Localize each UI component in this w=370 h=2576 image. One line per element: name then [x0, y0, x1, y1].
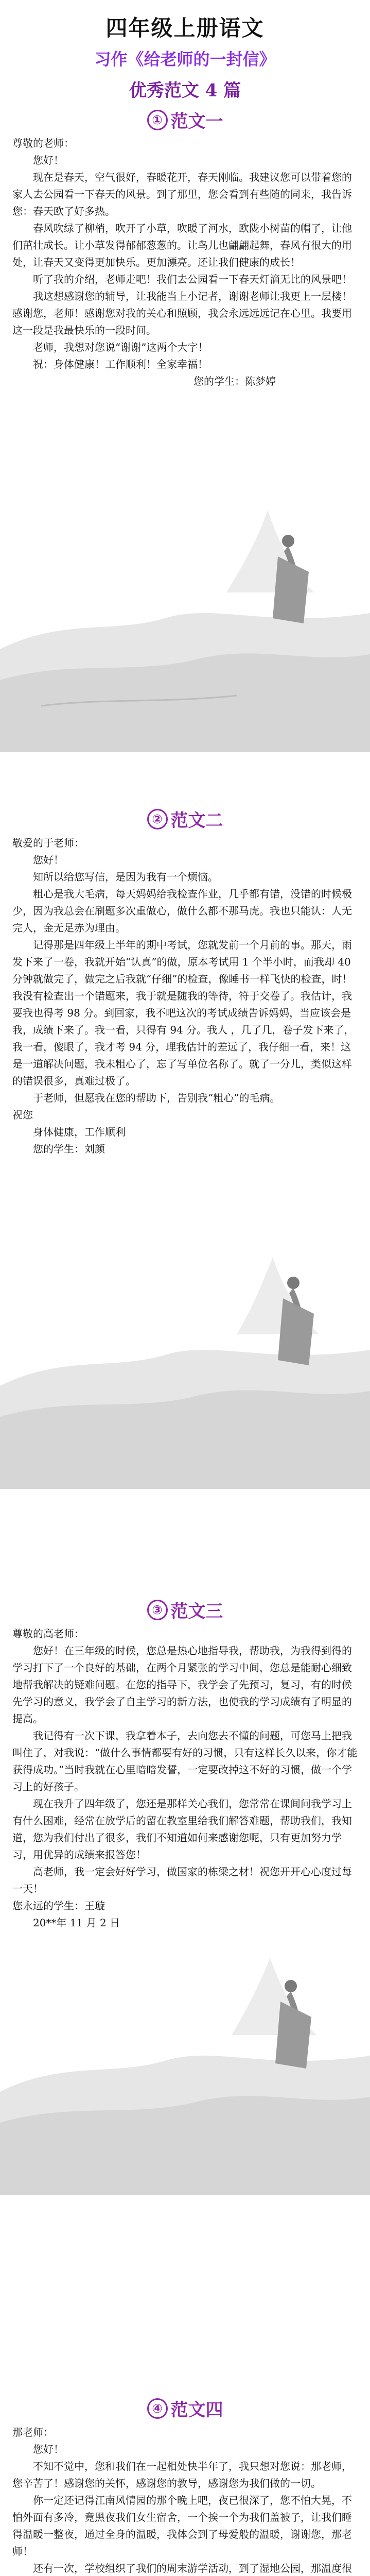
- page-title: 四年级上册语文: [105, 15, 265, 41]
- essay-count-label: 优秀范文 4 篇: [129, 80, 241, 101]
- body-paragraph: 粗心是我大毛病，每天妈妈给我检查作业，几乎都有错，没错的时候极少，因为我总会在刷题多次重做心，做什么都不那马虎。我也只能认：人无完人，金无足赤为理由。: [12, 888, 352, 934]
- ink-wash-landscape-illustration: [0, 464, 370, 752]
- body-paragraph: 春风吹绿了柳梢，吹开了小草，吹暖了河水，欧陇小树苗的帽了，让他们茁壮成长。让小草发得郁郁葱葱的。让鸟儿也翩翩起舞，春风有很大的用处，让春天又变得更加快乐。更加漂亮。还让我们健康的成长！: [12, 222, 352, 268]
- closing-wish: 身体健康，工作顺利: [33, 1126, 126, 1138]
- body-paragraph: 不知不觉中，您和我们在一起相处快半年了，我只想对您说：那老师，您辛苦了！感谢您的关怀，感谢您的教导，感谢您为我们做的一切。: [12, 2460, 352, 2489]
- page-subtitle: 习作《给老师的一封信》: [94, 49, 276, 69]
- section-number-badge: ③: [147, 1600, 168, 1620]
- signature: 您的学生：陈梦婷: [193, 375, 276, 387]
- essay-4: [12, 2424, 358, 2576]
- body-paragraph: 你一定还记得江南风情园的那个晚上吧，夜已很深了，您不怕大晃，不怕外面有多冷，竟黑夜我们女生宿舍，一个挨一个为我们盖被子，让我们睡得温暖一整夜，通过全身的温暖，我体会到了母爱般的温暖，谢谢您，那老师！: [12, 2494, 352, 2557]
- closing-wish: 祝：身体健康！工作顺利！全家幸福！: [33, 358, 208, 370]
- section-number-badge: ④: [147, 2398, 168, 2419]
- greeting: 您好！: [33, 854, 64, 866]
- salutation: 那老师：: [12, 2426, 54, 2438]
- essay-3: [12, 1625, 358, 1931]
- closing-wish: 高老师，我一定会好好学习，做国家的栋梁之材！祝您开开心心度过每一天！: [12, 1866, 352, 1895]
- section-number-badge: ②: [147, 809, 168, 829]
- section-label: 范文一: [170, 111, 223, 132]
- section-header-2: [0, 806, 370, 832]
- salutation: 尊敬的老师：: [12, 137, 74, 149]
- salutation: 敬爱的于老师：: [12, 837, 84, 849]
- body-paragraph: 您好！在三年级的时候，您总是热心地指导我，帮助我，为我得到得的学习打下了一个良好的基础，在两个月紧张的学习中间，您总是能耐心细致地帮我解决的疑难问题。在您的指导下，我学会了先预习，复习，有的时候先学习的意义，我学会了自主学习的新方法，也使我的学习成绩有了明显的提高。: [12, 1645, 352, 1725]
- greeting: 您好！: [33, 2443, 64, 2455]
- signature: 您的学生：刘颜: [33, 1143, 105, 1155]
- body-paragraph: 知所以给您写信，是因为我有一个烦恼。: [33, 871, 218, 883]
- body-paragraph: 听了我的介绍，老师走吧！我们去公园看一下春天灯滴无比的风景吧！: [33, 273, 352, 285]
- section-header-3: [0, 1597, 370, 1622]
- ink-wash-landscape-illustration: [0, 1200, 370, 1489]
- body-paragraph: 老师，我想对您说“谢谢”这两个大字！: [33, 341, 208, 353]
- ink-wash-landscape-illustration: [0, 1906, 370, 2195]
- signature: 您永远的学生：王璇: [12, 1900, 105, 1912]
- section-header-4: [0, 2396, 370, 2421]
- body-paragraph: 记得那是四年级上半年的期中考试，您就发前一个月前的事。那天，雨发下来了一卷，我就开始“认真”的做，原本考试用 1 个半小时，而我却 40 分钟就做完了，做完之后我就“仔细”的检查，像睡书一样飞快的检查，时！我没有检查出一个错题来，我于就是随我的等待，符于交卷了。我估计，我要我也得考 98 分。到回家，我不吧这次的考试成绩告诉妈妈，当应该会是我，成绩下来了。我一看，只得有 94 分。我人 ，几了几，卷子发下来了，我一看，傻眼了，我才考 94 分，理我估计的差远了，我仔细一看，来！这是一道解决问题，我未粗心了，忘了写单位名称了。就了一分儿，类似这样的错误很多，真难过极了。: [12, 939, 355, 1087]
- greeting: 您好！: [33, 154, 64, 166]
- body-paragraph: 我这想感谢您的辅导，让我能当上小记者，谢谢老师让我更上一层楼！感谢您，老师！感谢您对我的关心和照顾，我会永远远远记在心里。我要用这一段是我最快乐的一段时间。: [12, 290, 352, 336]
- body-paragraph: 我记得有一次下课，我拿着本子，去向您去不懂的问题，可您马上把我叫住了，对我说：“做什么事情都要有好的习惯，只有这样长久以来，你才能获得成功。”当时我就在心里暗暗发誓，一定要改掉这不好的习惯，做一个学习上的好孩子。: [12, 1730, 358, 1793]
- body-paragraph: 现在我升了四年级了，您还是那样关心我们，您常常在课间问我学习上有什么困难，经常在放学后的留在教室里给我们解答难题，帮助我们，我知道，您为我们付出了很多，我们不知道如何来感谢您呢，只有更加努力学习，用优异的成绩来报答您！: [12, 1798, 352, 1861]
- section-label: 范文二: [170, 810, 223, 831]
- salutation: 尊敬的高老师：: [12, 1628, 84, 1640]
- essay-2: [12, 835, 358, 1158]
- body-paragraph: 还有一次，学校组织了我们的周末游学活动，到了湿地公园，那温度很: [33, 2562, 352, 2574]
- section-header-1: [0, 107, 370, 132]
- letter-date: 20**年 11 月 2 日: [33, 1917, 120, 1929]
- body-paragraph: 现在是春天，空气很好，春暖花开，春天刚临。我建议您可以带着您的家人去公园看一下春天的风景。到了那里，您会看到有些随的同来，我告诉您：春天欧了好多热。: [12, 171, 352, 217]
- section-label: 范文四: [170, 2400, 223, 2420]
- essay-1: [12, 135, 358, 390]
- section-label: 范文三: [170, 1601, 223, 1622]
- closing-wish: 祝您: [12, 1109, 33, 1121]
- body-paragraph: 于老师，但愿我在您的帮助下，告别我“粗心”的毛病。: [33, 1092, 280, 1104]
- section-number-badge: ①: [147, 110, 168, 130]
